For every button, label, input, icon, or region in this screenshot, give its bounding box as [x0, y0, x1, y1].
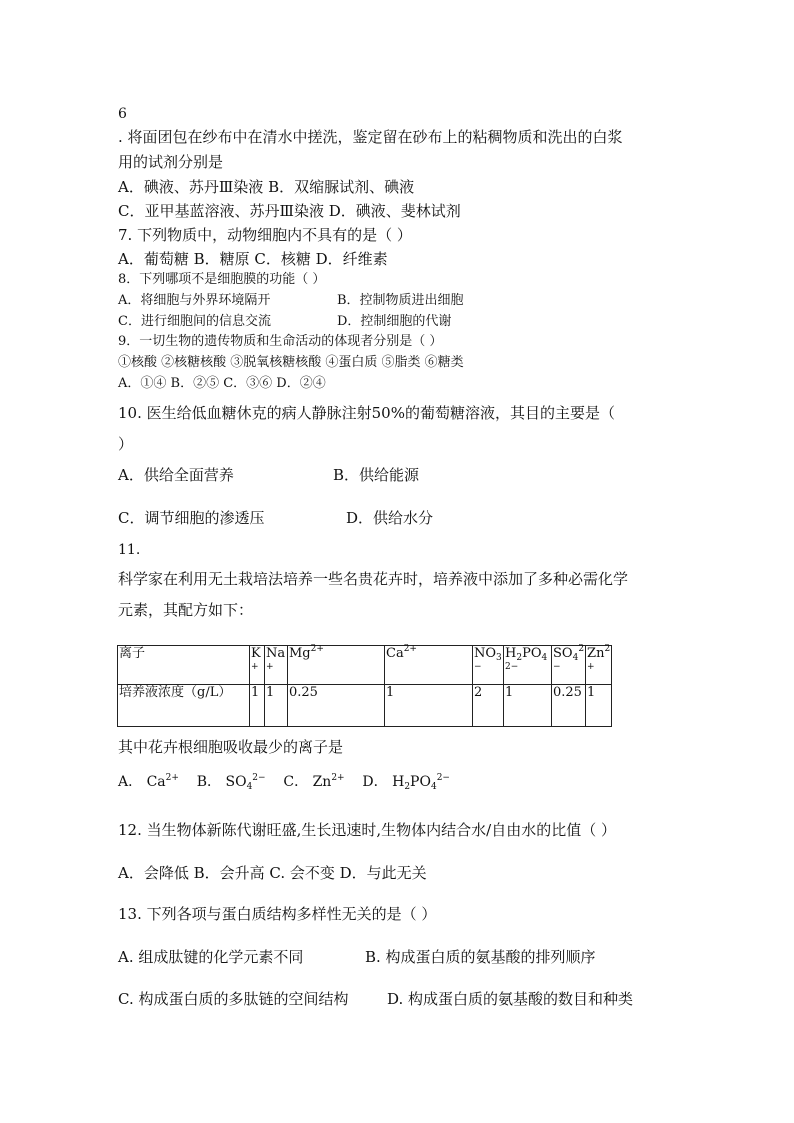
question-10-option-d: D．供给水分 — [346, 509, 434, 527]
question-11-number: 11. — [118, 542, 141, 558]
question-12-options: A．会降低 B．会升高 C. 会不变 D．与此无关 — [118, 864, 427, 882]
question-8-option-c: C．进行细胞间的信息交流 — [118, 314, 271, 329]
question-11-stem: 科学家在利用无土栽培法培养一些名贵花卉时，培养液中添加了多种必需化学 — [118, 570, 629, 588]
nutrient-solution-table — [117, 645, 612, 727]
ion-na: Na + — [265, 646, 288, 685]
question-8-option-a: A．将细胞与外界环境隔开 — [118, 293, 271, 308]
ion-zn: $Zn^2$ + — [586, 646, 612, 685]
ion-ca: $Ca^{2+}$ — [385, 646, 473, 685]
question-10-option-c: C．调节细胞的渗透压 — [118, 509, 265, 527]
question-13-option-d: D. 构成蛋白质的氨基酸的数目和种类 — [387, 990, 634, 1008]
question-6-options-cd: C．亚甲基蓝溶液、苏丹Ⅲ染液 D．碘液、斐林试剂 — [118, 202, 461, 220]
question-10-option-b: B．供给能源 — [333, 466, 420, 484]
value-no3: 2 — [473, 685, 504, 727]
question-8-stem: 8．下列哪项不是细胞膜的功能（ ） — [118, 272, 326, 287]
table-header-ions: 离子 — [118, 646, 250, 685]
value-so4: 0.25 — [552, 685, 586, 727]
question-8-option-d: D．控制细胞的代谢 — [337, 314, 452, 329]
question-6-stem: . 将面团包在纱布中在清水中搓洗，鉴定留在砂布上的粘稠物质和洗出的白浆 — [118, 128, 623, 146]
ion-mg: $Mg^{2+}$ — [288, 646, 385, 685]
table-row-concentration — [118, 685, 612, 727]
question-13-stem: 13. 下列各项与蛋白质结构多样性无关的是（ ） — [118, 905, 437, 923]
question-13-option-c: C. 构成蛋白质的多肽链的空间结构 — [118, 990, 349, 1008]
ion-so4: $SO_4^2$ − — [552, 646, 586, 685]
question-10-stem: 10. 医生给低血糖休克的病人静脉注射50%的葡萄糖溶液，其目的主要是（ — [118, 404, 615, 422]
value-ca: 1 — [385, 685, 473, 727]
value-k: 1 — [250, 685, 265, 727]
question-9-stem: 9．一切生物的遗传物质和生命活动的体现者分别是（ ） — [118, 334, 443, 349]
question-10-stem-cont: ） — [118, 435, 134, 453]
ion-h2po4: $H_2PO_4$ 2− — [504, 646, 552, 685]
question-6-number: 6 — [118, 106, 127, 122]
value-zn: 1 — [586, 685, 612, 727]
table-header-concentration: 培养液浓度（g/L） — [118, 685, 250, 727]
ion-k: K + — [250, 646, 265, 685]
question-12-stem: 12. 当生物体新陈代谢旺盛,生长迅速时,生物体内结合水/自由水的比值（ ） — [118, 821, 616, 839]
value-h2po4: 1 — [504, 685, 552, 727]
table-row-ions — [118, 646, 612, 685]
question-6-stem-cont: 用的试剂分别是 — [118, 153, 224, 171]
ion-no3: $NO_3$ − — [473, 646, 504, 685]
question-6-options-ab: A．碘液、苏丹Ⅲ染液 B．双缩脲试剂、碘液 — [118, 178, 415, 196]
question-11-options: A． $Ca^{2+}$ B． $SO_4^{2-}$ C． $Zn^{2+}$ D． $H_2PO_4^{2-}$ — [118, 773, 450, 792]
value-mg: 0.25 — [288, 685, 385, 727]
question-10-option-a: A．供给全面营养 — [118, 466, 234, 484]
question-7-stem: 7. 下列物质中，动物细胞内不具有的是（ ） — [118, 226, 412, 244]
question-11-stem-cont: 元素，其配方如下： — [118, 601, 254, 619]
question-11-question: 其中花卉根细胞吸收最少的离子是 — [118, 738, 344, 756]
question-13-option-b: B. 构成蛋白质的氨基酸的排列顺序 — [365, 948, 596, 966]
question-13-option-a: A. 组成肽键的化学元素不同 — [118, 948, 304, 966]
value-na: 1 — [265, 685, 288, 727]
question-7-options: A．葡萄糖 B．糖原 C．核糖 D．纤维素 — [118, 250, 388, 268]
question-8-option-b: B．控制物质进出细胞 — [337, 293, 464, 308]
question-9-items: ①核酸 ②核糖核酸 ③脱氧核糖核酸 ④蛋白质 ⑤脂类 ⑥糖类 — [118, 355, 464, 370]
question-9-options: A．①④ B．②⑤ C．③⑥ D．②④ — [118, 376, 326, 391]
